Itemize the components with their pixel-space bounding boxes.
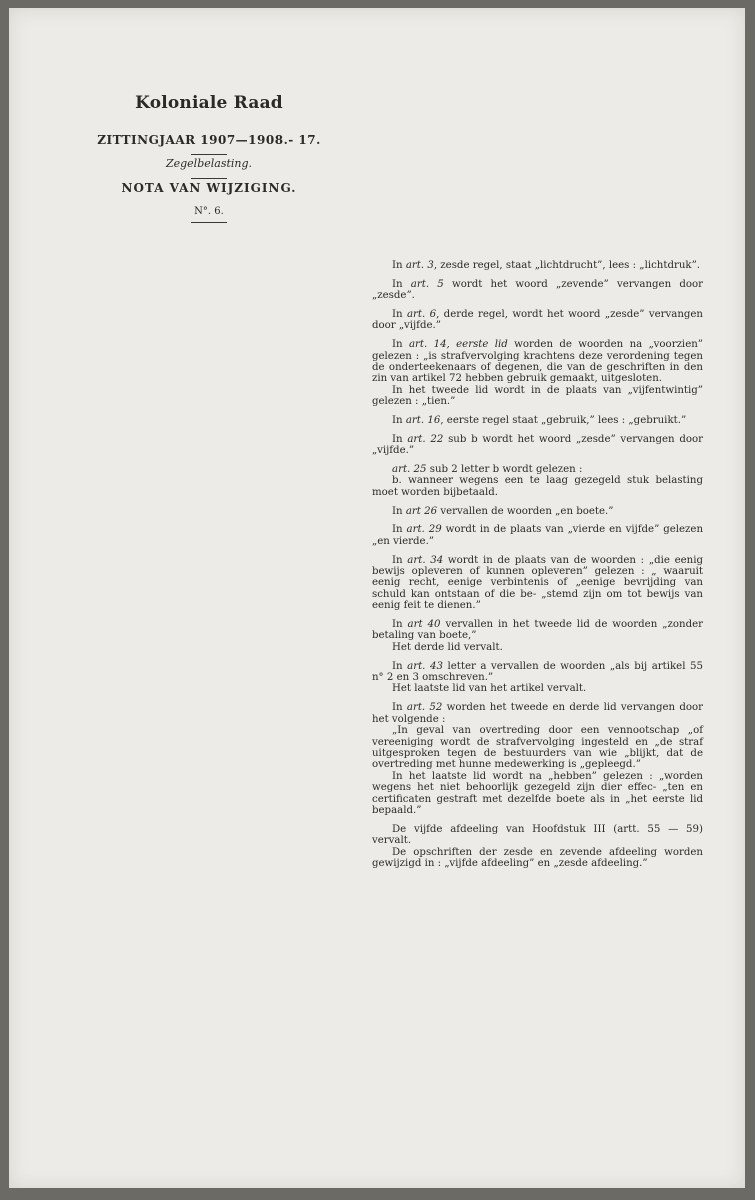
amendment-paragraph: In art. 3, zesde regel, staat „lichtdrucht”, lees : „lichtdruk”.: [392, 260, 701, 271]
amendment-paragraph: In art. 43 letter a vervallen de woorden „als bij artikel 55 n° 2 en 3 omschreven.”: [372, 660, 703, 684]
amendment-paragraph: In art. 52 worden het tweede en derde lid vervangen door het volgende :: [372, 702, 704, 725]
document-type: NOTA VAN WIJZIGING.: [121, 181, 297, 195]
council-title: Koloniale Raad: [135, 93, 283, 113]
amendment-paragraph: art. 25 sub 2 letter b wordt gelezen :: [392, 464, 583, 476]
amendment-paragraph: „In geval van overtreding door een vennootschap „of vereeniging wordt de strafvervolging ingesteld en „de straf uitgesproken tegen de bestuurders van wie „blijkt, dat de overtreding met hunne medewerking is „gepleegd.”: [372, 725, 703, 771]
amendment-paragraph: In art 40 vervallen in het tweede lid de woorden „zonder betaling van boete,”: [372, 619, 703, 642]
amendment-paragraph: In art. 14, eerste lid worden de woorden na „voorzien” gelezen : „is strafvervolging krachtens deze verordening tegen de onderteekenaars of degenen, die van de geschriften in den zin van artikel 72 hebben gebruik gemaakt, uitgesloten.: [372, 339, 703, 385]
amendment-paragraph: Het laatste lid van het artikel vervalt.: [392, 683, 587, 695]
divider-rule: [191, 178, 227, 179]
session-year: ZITTINGJAAR 1907—1908.- 17.: [97, 133, 321, 147]
amendment-paragraph: In art. 34 wordt in de plaats van de woorden : „die eenig bewijs opleveren of kunnen opleveren” gelezen : „ waaruit eenig recht, eenige verbintenis of „eenige bevrijding van schuld kan ontstaan of die be- „stemd zijn om tot bewijs van eenig feit te dienen.”: [372, 554, 703, 612]
amendment-text: [372, 260, 703, 877]
amendment-paragraph: Het derde lid vervalt.: [392, 641, 503, 653]
amendment-paragraph: In art 26 vervallen de woorden „en boete.”: [392, 505, 614, 517]
subject-line: Zegelbelasting.: [165, 157, 253, 170]
amendment-paragraph: In art. 5 wordt het woord „zevende” vervangen door „zesde”.: [372, 278, 703, 302]
amendment-paragraph: In het tweede lid wordt in de plaats van „vijfentwintig” gelezen : „tien.”: [372, 384, 703, 408]
amendment-paragraph: In art. 22 sub b wordt het woord „zesde” vervangen door „vijfde.”: [372, 433, 703, 457]
divider-rule: [191, 154, 227, 155]
document-page: [9, 8, 745, 1188]
amendment-paragraph: De vijfde afdeeling van Hoofdstuk III (artt. 55 — 59) vervalt.: [372, 823, 703, 847]
amendment-paragraph: In art. 29 wordt in de plaats van „vierde en vijfde” gelezen „en vierde.”: [372, 524, 704, 547]
divider-rule: [191, 222, 227, 223]
document-number: N°. 6.: [194, 206, 224, 217]
amendment-paragraph: In het laatste lid wordt na „hebben” gelezen : „worden wegens het niet behoorlijk gezegeld zijn dier effec- „ten en certificaten gestraft met dezelfde boete als in „het eerste lid bepaald.”: [372, 770, 703, 816]
amendment-paragraph: b. wanneer wegens een te laag gezegeld stuk belasting moet worden bijbetaald.: [372, 475, 703, 498]
amendment-paragraph: In art. 16, eerste regel staat „gebruik,” lees : „gebruikt.”: [392, 415, 687, 427]
amendment-paragraph: De opschriften der zesde en zevende afdeeling worden gewijzigd in : „vijfde afdeeling” en „zesde afdeeling.”: [372, 846, 703, 869]
amendment-paragraph: In art. 6, derde regel, wordt het woord „zesde” vervangen door „vijfde.”: [372, 309, 703, 332]
